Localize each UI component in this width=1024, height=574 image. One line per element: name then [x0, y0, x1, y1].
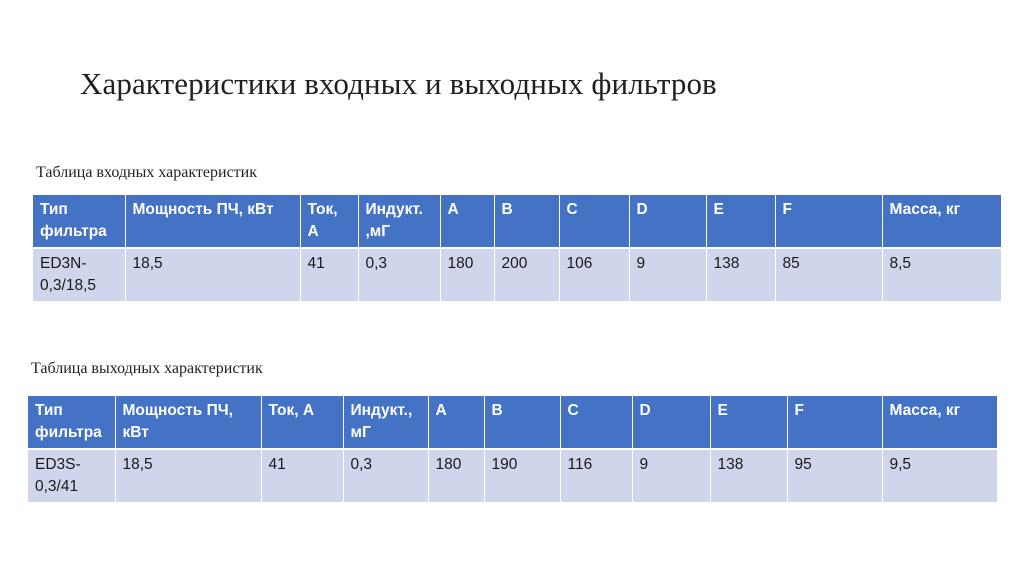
- cell-c: 116: [560, 449, 632, 502]
- header-filter-type: Тип фильтра: [28, 396, 115, 449]
- cell-current: 41: [300, 248, 358, 301]
- cell-f: 85: [775, 248, 882, 301]
- cell-a: 180: [428, 449, 484, 502]
- header-e: E: [706, 195, 775, 248]
- header-filter-type: Тип фильтра: [33, 195, 125, 248]
- table-row: [33, 248, 1001, 301]
- header-current: Ток, А: [261, 396, 343, 449]
- cell-b: 190: [484, 449, 560, 502]
- header-d: D: [632, 396, 710, 449]
- header-f: F: [775, 195, 882, 248]
- header-b: B: [494, 195, 559, 248]
- header-inductance: Индукт. ,мГ: [358, 195, 440, 248]
- table-header-row: [28, 396, 997, 449]
- cell-e: 138: [706, 248, 775, 301]
- header-d: D: [629, 195, 706, 248]
- output-table-caption: Таблица выходных характеристик: [31, 360, 263, 377]
- cell-power: 18,5: [125, 248, 300, 301]
- cell-mass: 9,5: [882, 449, 997, 502]
- header-c: C: [560, 396, 632, 449]
- cell-filter-type: ED3S-0,3/41: [28, 449, 115, 502]
- cell-filter-type: ED3N-0,3/18,5: [33, 248, 125, 301]
- cell-e: 138: [710, 449, 787, 502]
- output-characteristics-table: [28, 396, 997, 502]
- table-header-row: [33, 195, 1001, 248]
- header-a: A: [428, 396, 484, 449]
- cell-inductance: 0,3: [358, 248, 440, 301]
- header-inductance: Индукт., мГ: [343, 396, 428, 449]
- cell-b: 200: [494, 248, 559, 301]
- header-mass: Масса, кг: [882, 396, 997, 449]
- cell-power: 18,5: [115, 449, 261, 502]
- cell-mass: 8,5: [882, 248, 1001, 301]
- cell-d: 9: [629, 248, 706, 301]
- cell-d: 9: [632, 449, 710, 502]
- input-table-caption: Таблица входных характеристик: [36, 164, 258, 181]
- header-e: E: [710, 396, 787, 449]
- cell-f: 95: [787, 449, 882, 502]
- cell-a: 180: [440, 248, 494, 301]
- slide-title: Характеристики входных и выходных фильтров: [80, 66, 717, 101]
- table-row: [28, 449, 997, 502]
- cell-current: 41: [261, 449, 343, 502]
- input-characteristics-table: [33, 195, 1001, 301]
- header-power: Мощность ПЧ, кВт: [125, 195, 300, 248]
- header-mass: Масса, кг: [882, 195, 1001, 248]
- header-a: A: [440, 195, 494, 248]
- header-b: B: [484, 396, 560, 449]
- cell-c: 106: [559, 248, 629, 301]
- header-f: F: [787, 396, 882, 449]
- cell-inductance: 0,3: [343, 449, 428, 502]
- header-current: Ток, А: [300, 195, 358, 248]
- header-power: Мощность ПЧ, кВт: [115, 396, 261, 449]
- header-c: C: [559, 195, 629, 248]
